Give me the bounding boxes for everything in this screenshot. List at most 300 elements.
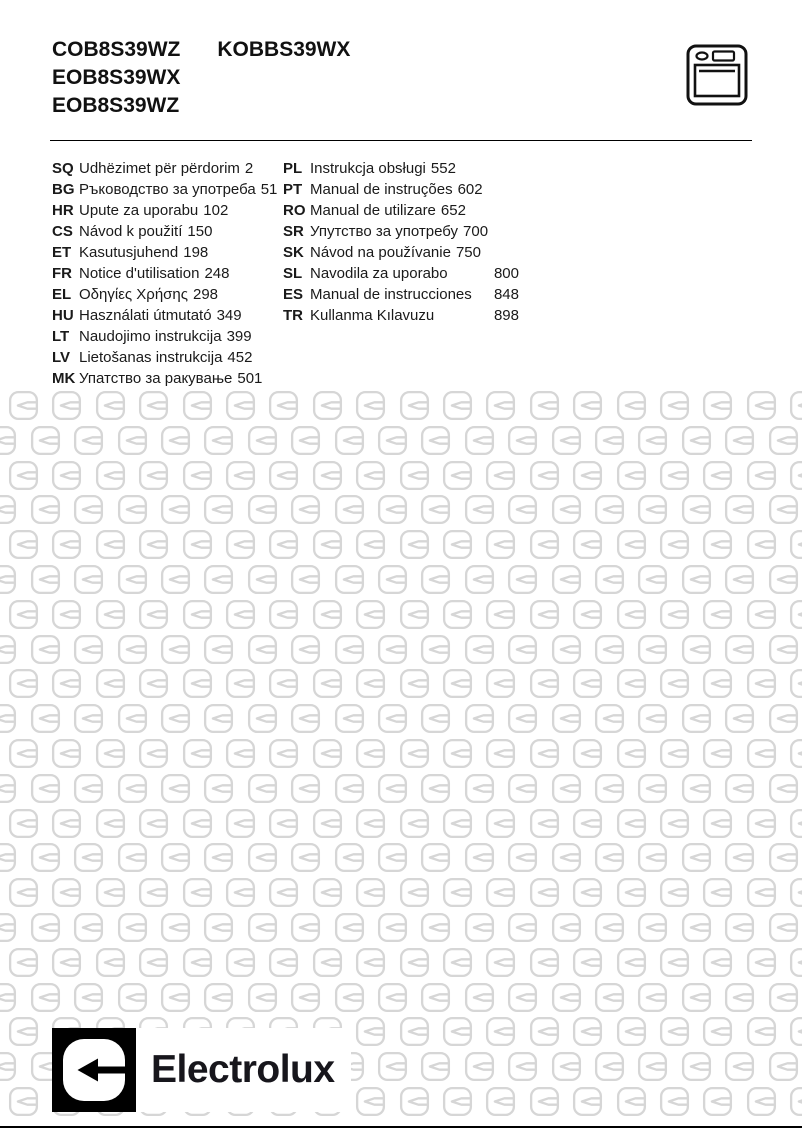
model-row-3 bbox=[52, 92, 350, 120]
electrolux-mark-watermark-icon bbox=[290, 982, 321, 1013]
language-title: Návod na používanie bbox=[310, 244, 451, 261]
electrolux-mark-watermark-icon bbox=[117, 773, 148, 804]
language-title: Ръководство за употреба bbox=[79, 181, 256, 198]
electrolux-mark-watermark-icon bbox=[442, 947, 473, 978]
electrolux-mark-watermark-icon bbox=[0, 842, 17, 873]
electrolux-mark-watermark-icon bbox=[117, 634, 148, 665]
language-entry bbox=[52, 326, 280, 347]
language-code: EL bbox=[52, 286, 72, 303]
electrolux-mark-watermark-icon bbox=[138, 738, 169, 769]
electrolux-mark-watermark-icon bbox=[529, 808, 560, 839]
language-entry bbox=[52, 221, 280, 242]
electrolux-mark-watermark-icon bbox=[464, 425, 495, 456]
electrolux-mark-watermark-icon bbox=[681, 1051, 712, 1082]
electrolux-mark-watermark-icon bbox=[702, 1086, 733, 1117]
electrolux-mark-watermark-icon bbox=[138, 529, 169, 560]
electrolux-mark-watermark-icon bbox=[616, 877, 647, 908]
electrolux-mark-watermark-icon bbox=[681, 912, 712, 943]
electrolux-mark-watermark-icon bbox=[572, 460, 603, 491]
electrolux-mark-watermark-icon bbox=[702, 529, 733, 560]
electrolux-mark-watermark-icon bbox=[73, 982, 104, 1013]
electrolux-mark-watermark-icon bbox=[637, 982, 668, 1013]
electrolux-mark-watermark-icon bbox=[485, 460, 516, 491]
electrolux-mark-watermark-icon bbox=[746, 947, 777, 978]
electrolux-mark-watermark-icon bbox=[290, 773, 321, 804]
electrolux-mark-watermark-icon bbox=[73, 425, 104, 456]
electrolux-mark-watermark-icon bbox=[399, 1016, 430, 1047]
electrolux-mark-watermark-icon bbox=[616, 1016, 647, 1047]
electrolux-mark-watermark-icon bbox=[0, 703, 17, 734]
language-code: SL bbox=[283, 265, 303, 282]
language-page-number: 248 bbox=[204, 265, 230, 282]
electrolux-mark-watermark-icon bbox=[51, 390, 82, 421]
electrolux-mark-watermark-icon bbox=[160, 982, 191, 1013]
electrolux-mark-watermark-icon bbox=[377, 425, 408, 456]
electrolux-mark-watermark-icon bbox=[442, 668, 473, 699]
language-page-number: 51 bbox=[260, 181, 278, 198]
electrolux-mark-watermark-icon bbox=[485, 738, 516, 769]
electrolux-mark-watermark-icon bbox=[789, 1086, 802, 1117]
language-entry bbox=[283, 221, 519, 242]
electrolux-mark-watermark-icon bbox=[203, 842, 234, 873]
electrolux-mark-watermark-icon bbox=[117, 703, 148, 734]
electrolux-mark-watermark-icon bbox=[399, 808, 430, 839]
electrolux-mark-watermark-icon bbox=[529, 460, 560, 491]
electrolux-mark-watermark-icon bbox=[95, 877, 126, 908]
electrolux-mark-watermark-icon bbox=[117, 912, 148, 943]
language-code: BG bbox=[52, 181, 75, 198]
electrolux-mark-watermark-icon bbox=[746, 390, 777, 421]
electrolux-mark-watermark-icon bbox=[507, 425, 538, 456]
language-page-number: 700 bbox=[463, 223, 489, 240]
electrolux-mark-watermark-icon bbox=[724, 842, 755, 873]
language-entry bbox=[52, 305, 280, 326]
electrolux-mark-watermark-icon bbox=[312, 808, 343, 839]
electrolux-mark-watermark-icon bbox=[594, 912, 625, 943]
electrolux-mark-watermark-icon bbox=[572, 599, 603, 630]
electrolux-mark-watermark-icon bbox=[73, 564, 104, 595]
electrolux-mark-watermark-icon bbox=[95, 529, 126, 560]
electrolux-mark-watermark-icon bbox=[572, 738, 603, 769]
electrolux-mark-watermark-icon bbox=[138, 668, 169, 699]
electrolux-mark-watermark-icon bbox=[51, 808, 82, 839]
electrolux-mark-watermark-icon bbox=[442, 390, 473, 421]
electrolux-mark-watermark-icon bbox=[659, 668, 690, 699]
electrolux-mark-watermark-icon bbox=[355, 947, 386, 978]
electrolux-mark-watermark-icon bbox=[637, 703, 668, 734]
electrolux-mark-watermark-icon bbox=[464, 982, 495, 1013]
electrolux-mark-watermark-icon bbox=[464, 564, 495, 595]
electrolux-mark-watermark-icon bbox=[789, 947, 802, 978]
electrolux-mark-watermark-icon bbox=[768, 494, 799, 525]
electrolux-mark-watermark-icon bbox=[182, 668, 213, 699]
electrolux-mark-watermark-icon bbox=[485, 390, 516, 421]
electrolux-mark-watermark-icon bbox=[95, 599, 126, 630]
electrolux-mark-watermark-icon bbox=[8, 460, 39, 491]
electrolux-mark-watermark-icon bbox=[768, 842, 799, 873]
electrolux-mark-watermark-icon bbox=[247, 842, 278, 873]
electrolux-mark-watermark-icon bbox=[30, 564, 61, 595]
electrolux-mark-watermark-icon bbox=[51, 877, 82, 908]
electrolux-mark-watermark-icon bbox=[702, 668, 733, 699]
electrolux-mark-watermark-icon bbox=[768, 634, 799, 665]
electrolux-mark-watermark-icon bbox=[73, 703, 104, 734]
electrolux-mark-watermark-icon bbox=[8, 390, 39, 421]
electrolux-mark-watermark-icon bbox=[290, 842, 321, 873]
electrolux-mark-watermark-icon bbox=[51, 947, 82, 978]
electrolux-mark-watermark-icon bbox=[789, 390, 802, 421]
electrolux-mark-watermark-icon bbox=[160, 494, 191, 525]
electrolux-mark-watermark-icon bbox=[0, 494, 17, 525]
electrolux-mark-watermark-icon bbox=[312, 738, 343, 769]
model-number: COB8S39WZ bbox=[52, 38, 181, 61]
electrolux-mark-watermark-icon bbox=[616, 808, 647, 839]
model-number: EOB8S39WZ bbox=[52, 94, 180, 117]
electrolux-mark-watermark-icon bbox=[247, 564, 278, 595]
language-entry bbox=[283, 242, 519, 263]
electrolux-mark-watermark-icon bbox=[73, 842, 104, 873]
electrolux-mark-watermark-icon bbox=[203, 564, 234, 595]
electrolux-mark-watermark-icon bbox=[290, 425, 321, 456]
electrolux-mark-watermark-icon bbox=[572, 877, 603, 908]
electrolux-mark-watermark-icon bbox=[507, 912, 538, 943]
electrolux-mark-watermark-icon bbox=[594, 564, 625, 595]
electrolux-mark-watermark-icon bbox=[30, 912, 61, 943]
electrolux-mark-watermark-icon bbox=[442, 1016, 473, 1047]
electrolux-mark-watermark-icon bbox=[594, 982, 625, 1013]
language-code: RO bbox=[283, 202, 306, 219]
electrolux-mark-watermark-icon bbox=[290, 634, 321, 665]
electrolux-mark-watermark-icon bbox=[399, 529, 430, 560]
electrolux-mark-watermark-icon bbox=[464, 634, 495, 665]
electrolux-mark-watermark-icon bbox=[702, 599, 733, 630]
electrolux-mark-watermark-icon bbox=[616, 738, 647, 769]
electrolux-mark-watermark-icon bbox=[442, 877, 473, 908]
electrolux-mark-watermark-icon bbox=[247, 912, 278, 943]
language-code: CS bbox=[52, 223, 73, 240]
electrolux-mark-watermark-icon bbox=[377, 1051, 408, 1082]
electrolux-mark-watermark-icon bbox=[268, 877, 299, 908]
electrolux-mark-watermark-icon bbox=[225, 460, 256, 491]
electrolux-mark-watermark-icon bbox=[594, 494, 625, 525]
electrolux-mark-watermark-icon bbox=[746, 738, 777, 769]
electrolux-mark-watermark-icon bbox=[789, 460, 802, 491]
electrolux-mark-watermark-icon bbox=[399, 599, 430, 630]
language-entry bbox=[52, 368, 280, 389]
electrolux-mark-watermark-icon bbox=[377, 494, 408, 525]
language-entry bbox=[52, 242, 280, 263]
electrolux-mark-watermark-icon bbox=[182, 460, 213, 491]
electrolux-mark-watermark-icon bbox=[290, 564, 321, 595]
electrolux-mark-watermark-icon bbox=[160, 703, 191, 734]
electrolux-mark-watermark-icon bbox=[51, 460, 82, 491]
electrolux-mark-watermark-icon bbox=[247, 494, 278, 525]
electrolux-mark-watermark-icon bbox=[637, 842, 668, 873]
electrolux-mark-watermark-icon bbox=[51, 529, 82, 560]
electrolux-mark-watermark-icon bbox=[225, 808, 256, 839]
electrolux-mark-watermark-icon bbox=[225, 668, 256, 699]
language-page-number: 750 bbox=[455, 244, 481, 261]
electrolux-mark-watermark-icon bbox=[8, 808, 39, 839]
electrolux-mark-watermark-icon bbox=[95, 390, 126, 421]
electrolux-mark-watermark-icon bbox=[355, 460, 386, 491]
brand-logo bbox=[52, 1028, 351, 1112]
electrolux-e-mark-icon bbox=[52, 1028, 136, 1112]
electrolux-mark-watermark-icon bbox=[355, 1016, 386, 1047]
electrolux-mark-watermark-icon bbox=[399, 877, 430, 908]
electrolux-mark-watermark-icon bbox=[681, 494, 712, 525]
electrolux-mark-watermark-icon bbox=[8, 1086, 39, 1117]
language-title: Manual de utilizare bbox=[310, 202, 436, 219]
electrolux-mark-watermark-icon bbox=[225, 738, 256, 769]
electrolux-mark-watermark-icon bbox=[659, 877, 690, 908]
language-page-number: 501 bbox=[237, 370, 263, 387]
electrolux-mark-watermark-icon bbox=[768, 982, 799, 1013]
electrolux-mark-watermark-icon bbox=[551, 982, 582, 1013]
electrolux-mark-watermark-icon bbox=[51, 599, 82, 630]
electrolux-mark-watermark-icon bbox=[377, 564, 408, 595]
electrolux-mark-watermark-icon bbox=[464, 494, 495, 525]
electrolux-mark-watermark-icon bbox=[746, 877, 777, 908]
electrolux-mark-watermark-icon bbox=[485, 529, 516, 560]
electrolux-mark-watermark-icon bbox=[442, 529, 473, 560]
electrolux-mark-watermark-icon bbox=[768, 1051, 799, 1082]
language-code: HR bbox=[52, 202, 74, 219]
electrolux-mark-watermark-icon bbox=[268, 460, 299, 491]
electrolux-mark-watermark-icon bbox=[312, 947, 343, 978]
electrolux-mark-watermark-icon bbox=[594, 1051, 625, 1082]
electrolux-mark-watermark-icon bbox=[355, 877, 386, 908]
language-code: LV bbox=[52, 349, 71, 366]
language-title: Upute za uporabu bbox=[79, 202, 199, 219]
language-title: Упутство за употребу bbox=[310, 223, 459, 240]
electrolux-mark-watermark-icon bbox=[355, 808, 386, 839]
electrolux-mark-watermark-icon bbox=[724, 425, 755, 456]
electrolux-mark-watermark-icon bbox=[420, 842, 451, 873]
language-code: TR bbox=[283, 307, 303, 324]
electrolux-mark-watermark-icon bbox=[485, 1016, 516, 1047]
electrolux-mark-watermark-icon bbox=[529, 1086, 560, 1117]
electrolux-mark-watermark-icon bbox=[768, 703, 799, 734]
model-row-1 bbox=[52, 36, 350, 64]
electrolux-mark-watermark-icon bbox=[160, 842, 191, 873]
electrolux-mark-watermark-icon bbox=[420, 982, 451, 1013]
electrolux-mark-watermark-icon bbox=[529, 947, 560, 978]
electrolux-mark-watermark-icon bbox=[8, 529, 39, 560]
electrolux-mark-watermark-icon bbox=[420, 494, 451, 525]
electrolux-mark-watermark-icon bbox=[551, 564, 582, 595]
electrolux-mark-watermark-icon bbox=[551, 773, 582, 804]
oven-icon bbox=[686, 44, 748, 106]
electrolux-mark-watermark-icon bbox=[746, 668, 777, 699]
electrolux-mark-watermark-icon bbox=[485, 877, 516, 908]
electrolux-mark-watermark-icon bbox=[334, 982, 365, 1013]
language-title: Упатство за ракување bbox=[79, 370, 233, 387]
electrolux-mark-watermark-icon bbox=[659, 529, 690, 560]
electrolux-mark-watermark-icon bbox=[768, 912, 799, 943]
electrolux-mark-watermark-icon bbox=[659, 738, 690, 769]
electrolux-mark-watermark-icon bbox=[659, 947, 690, 978]
electrolux-mark-watermark-icon bbox=[420, 773, 451, 804]
electrolux-mark-watermark-icon bbox=[30, 773, 61, 804]
language-title: Instrukcja obsługi bbox=[310, 160, 426, 177]
electrolux-mark-watermark-icon bbox=[30, 634, 61, 665]
electrolux-mark-watermark-icon bbox=[290, 912, 321, 943]
language-code: MK bbox=[52, 370, 76, 387]
electrolux-mark-watermark-icon bbox=[0, 773, 17, 804]
electrolux-mark-watermark-icon bbox=[377, 634, 408, 665]
electrolux-mark-watermark-icon bbox=[182, 738, 213, 769]
electrolux-mark-watermark-icon bbox=[507, 982, 538, 1013]
language-entry bbox=[283, 158, 519, 179]
electrolux-mark-watermark-icon bbox=[594, 634, 625, 665]
electrolux-mark-watermark-icon bbox=[203, 703, 234, 734]
electrolux-mark-watermark-icon bbox=[442, 460, 473, 491]
language-title: Návod k použití bbox=[79, 223, 183, 240]
electrolux-mark-watermark-icon bbox=[485, 668, 516, 699]
electrolux-mark-watermark-icon bbox=[659, 390, 690, 421]
electrolux-mark-watermark-icon bbox=[334, 842, 365, 873]
electrolux-mark-watermark-icon bbox=[659, 808, 690, 839]
electrolux-mark-watermark-icon bbox=[616, 529, 647, 560]
electrolux-mark-watermark-icon bbox=[529, 668, 560, 699]
electrolux-mark-watermark-icon bbox=[616, 460, 647, 491]
electrolux-mark-watermark-icon bbox=[160, 634, 191, 665]
electrolux-mark-watermark-icon bbox=[529, 1016, 560, 1047]
language-title: Udhëzimet për përdorim bbox=[79, 160, 240, 177]
electrolux-mark-watermark-icon bbox=[355, 390, 386, 421]
electrolux-mark-watermark-icon bbox=[247, 773, 278, 804]
electrolux-mark-watermark-icon bbox=[355, 668, 386, 699]
electrolux-mark-watermark-icon bbox=[594, 703, 625, 734]
electrolux-mark-watermark-icon bbox=[724, 1051, 755, 1082]
electrolux-mark-watermark-icon bbox=[659, 599, 690, 630]
electrolux-mark-watermark-icon bbox=[334, 494, 365, 525]
electrolux-mark-watermark-icon bbox=[268, 668, 299, 699]
electrolux-mark-watermark-icon bbox=[420, 564, 451, 595]
electrolux-mark-watermark-icon bbox=[746, 1016, 777, 1047]
electrolux-mark-watermark-icon bbox=[529, 390, 560, 421]
electrolux-mark-watermark-icon bbox=[637, 564, 668, 595]
language-title: Lietošanas instrukcija bbox=[79, 349, 223, 366]
electrolux-mark-watermark-icon bbox=[182, 808, 213, 839]
electrolux-mark-watermark-icon bbox=[138, 877, 169, 908]
language-title: Οδηγίες Χρήσης bbox=[79, 286, 188, 303]
language-page-number: 349 bbox=[216, 307, 242, 324]
language-code: SK bbox=[283, 244, 304, 261]
language-title: Használati útmutató bbox=[79, 307, 212, 324]
language-entry bbox=[52, 347, 280, 368]
electrolux-mark-watermark-icon bbox=[182, 390, 213, 421]
electrolux-mark-watermark-icon bbox=[30, 425, 61, 456]
electrolux-mark-watermark-icon bbox=[702, 808, 733, 839]
electrolux-mark-watermark-icon bbox=[0, 982, 17, 1013]
electrolux-mark-watermark-icon bbox=[95, 668, 126, 699]
electrolux-mark-watermark-icon bbox=[117, 425, 148, 456]
language-title: Manual de instrucciones bbox=[310, 286, 472, 303]
electrolux-mark-watermark-icon bbox=[355, 529, 386, 560]
model-number: KOBBS39WX bbox=[217, 38, 351, 61]
electrolux-mark-watermark-icon bbox=[507, 703, 538, 734]
electrolux-mark-watermark-icon bbox=[551, 425, 582, 456]
electrolux-mark-watermark-icon bbox=[594, 425, 625, 456]
language-page-number: 848 bbox=[493, 286, 519, 303]
electrolux-mark-watermark-icon bbox=[551, 634, 582, 665]
electrolux-mark-watermark-icon bbox=[225, 599, 256, 630]
electrolux-mark-watermark-icon bbox=[51, 738, 82, 769]
electrolux-mark-watermark-icon bbox=[551, 1051, 582, 1082]
electrolux-mark-watermark-icon bbox=[0, 912, 17, 943]
language-page-number: 298 bbox=[192, 286, 219, 303]
brand-wordmark: Electrolux bbox=[151, 1048, 335, 1091]
electrolux-mark-watermark-icon bbox=[681, 634, 712, 665]
electrolux-mark-watermark-icon bbox=[138, 390, 169, 421]
electrolux-mark-watermark-icon bbox=[268, 947, 299, 978]
language-entry bbox=[52, 263, 280, 284]
electrolux-mark-watermark-icon bbox=[117, 494, 148, 525]
electrolux-mark-watermark-icon bbox=[0, 1051, 17, 1082]
electrolux-mark-watermark-icon bbox=[789, 1016, 802, 1047]
electrolux-mark-watermark-icon bbox=[702, 877, 733, 908]
electrolux-mark-watermark-icon bbox=[182, 529, 213, 560]
electrolux-mark-watermark-icon bbox=[268, 738, 299, 769]
electrolux-mark-watermark-icon bbox=[138, 460, 169, 491]
electrolux-mark-watermark-icon bbox=[551, 703, 582, 734]
language-page-number: 602 bbox=[457, 181, 483, 198]
electrolux-mark-watermark-icon bbox=[789, 877, 802, 908]
electrolux-mark-watermark-icon bbox=[616, 1086, 647, 1117]
electrolux-mark-watermark-icon bbox=[789, 738, 802, 769]
language-page-number: 552 bbox=[430, 160, 456, 177]
electrolux-mark-watermark-icon bbox=[572, 947, 603, 978]
electrolux-mark-watermark-icon bbox=[399, 1086, 430, 1117]
electrolux-mark-watermark-icon bbox=[0, 564, 17, 595]
electrolux-mark-watermark-icon bbox=[529, 599, 560, 630]
electrolux-mark-watermark-icon bbox=[8, 877, 39, 908]
language-page-number: 898 bbox=[493, 307, 519, 324]
electrolux-mark-watermark-icon bbox=[507, 1051, 538, 1082]
electrolux-mark-watermark-icon bbox=[312, 390, 343, 421]
electrolux-mark-watermark-icon bbox=[355, 1086, 386, 1117]
electrolux-mark-watermark-icon bbox=[0, 425, 17, 456]
electrolux-mark-watermark-icon bbox=[789, 808, 802, 839]
electrolux-mark-watermark-icon bbox=[420, 634, 451, 665]
language-entry bbox=[283, 263, 519, 284]
language-title: Notice d'utilisation bbox=[79, 265, 200, 282]
electrolux-mark-watermark-icon bbox=[377, 912, 408, 943]
model-numbers bbox=[52, 36, 350, 120]
language-title: Manual de instruções bbox=[310, 181, 453, 198]
language-page-number: 452 bbox=[227, 349, 253, 366]
language-entry bbox=[52, 284, 280, 305]
language-page-number: 800 bbox=[493, 265, 519, 282]
language-entry bbox=[52, 179, 280, 200]
electrolux-mark-watermark-icon bbox=[746, 460, 777, 491]
electrolux-mark-watermark-icon bbox=[117, 564, 148, 595]
electrolux-mark-watermark-icon bbox=[420, 912, 451, 943]
electrolux-mark-watermark-icon bbox=[8, 738, 39, 769]
electrolux-mark-watermark-icon bbox=[95, 738, 126, 769]
electrolux-mark-watermark-icon bbox=[746, 808, 777, 839]
electrolux-mark-watermark-icon bbox=[377, 773, 408, 804]
electrolux-mark-watermark-icon bbox=[312, 668, 343, 699]
electrolux-mark-watermark-icon bbox=[203, 773, 234, 804]
language-code: FR bbox=[52, 265, 72, 282]
electrolux-mark-watermark-icon bbox=[442, 599, 473, 630]
electrolux-mark-watermark-icon bbox=[225, 529, 256, 560]
electrolux-mark-watermark-icon bbox=[203, 425, 234, 456]
electrolux-mark-watermark-icon bbox=[355, 599, 386, 630]
